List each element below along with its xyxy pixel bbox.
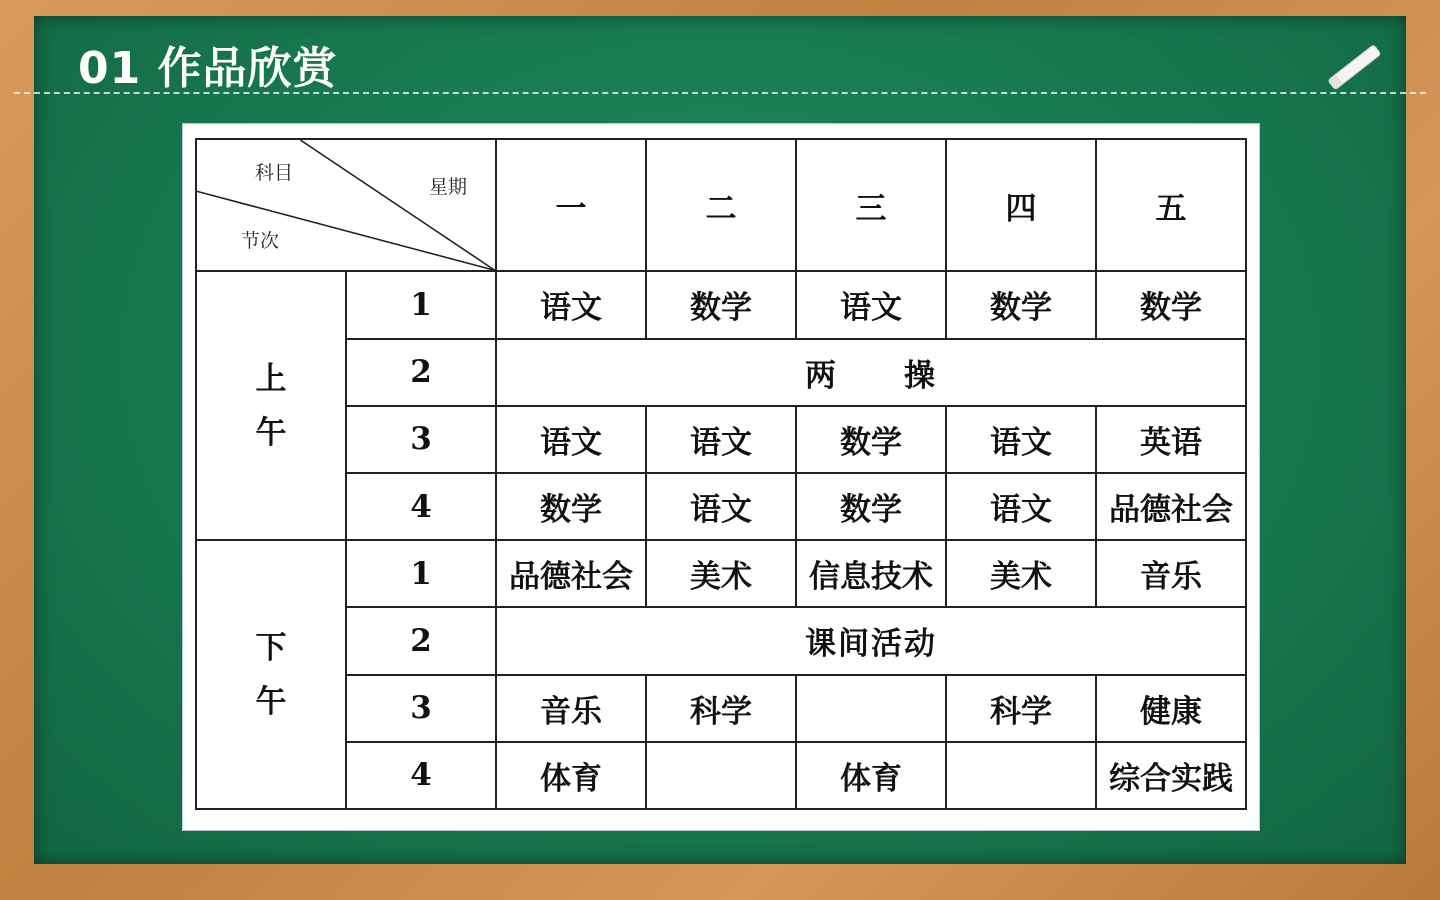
subject-cell: 语文 [646, 473, 796, 540]
subject-cell: 语文 [496, 271, 646, 338]
corner-header-cell [196, 139, 496, 271]
table-row [196, 406, 1246, 473]
subject-cell: 品德社会 [496, 540, 646, 607]
subject-cell: 美术 [646, 540, 796, 607]
header-row [196, 139, 1246, 271]
schedule-sheet [183, 124, 1259, 830]
subject-cell: 科学 [946, 675, 1096, 742]
chalk-divider-line [14, 92, 1426, 94]
session-morning-cell [196, 271, 346, 540]
table-row [196, 607, 1246, 674]
table-row [196, 339, 1246, 406]
period-cell: 2 [346, 339, 496, 406]
day-header-fri: 五 [1096, 139, 1246, 271]
subject-cell: 语文 [796, 271, 946, 338]
chalk-icon [1320, 36, 1390, 100]
merged-activity-cell: 课间活动 [496, 607, 1246, 674]
period-cell: 2 [346, 607, 496, 674]
subject-cell: 数学 [796, 473, 946, 540]
merged-activity-cell: 两 操 [496, 339, 1246, 406]
class-schedule-table [195, 138, 1247, 810]
subject-cell: 数学 [496, 473, 646, 540]
subject-cell: 综合实践 [1096, 742, 1246, 809]
subject-cell: 音乐 [1096, 540, 1246, 607]
day-header-wed: 三 [796, 139, 946, 271]
subject-cell: 体育 [796, 742, 946, 809]
period-cell: 3 [346, 675, 496, 742]
subject-cell: 健康 [1096, 675, 1246, 742]
session-label-line2: 午 [255, 683, 287, 720]
corner-period-label: 节次 [241, 230, 280, 252]
period-cell: 1 [346, 271, 496, 338]
subject-cell: 数学 [1096, 271, 1246, 338]
subject-cell: 语文 [946, 406, 1096, 473]
day-header-mon: 一 [496, 139, 646, 271]
corner-weekday-label: 星期 [429, 176, 468, 198]
subject-cell: 数学 [646, 271, 796, 338]
subject-cell: 数学 [796, 406, 946, 473]
table-row [196, 271, 1246, 338]
subject-cell: 数学 [946, 271, 1096, 338]
corner-subject-label: 科目 [255, 162, 294, 184]
table-row [196, 540, 1246, 607]
day-header-thu: 四 [946, 139, 1096, 271]
subject-cell: 信息技术 [796, 540, 946, 607]
day-header-tue: 二 [646, 139, 796, 271]
subject-cell [946, 742, 1096, 809]
period-cell: 4 [346, 473, 496, 540]
session-label-line1: 下 [255, 629, 287, 666]
table-row [196, 742, 1246, 809]
subject-cell: 英语 [1096, 406, 1246, 473]
subject-cell [646, 742, 796, 809]
subject-cell [796, 675, 946, 742]
subject-cell: 体育 [496, 742, 646, 809]
session-afternoon-cell [196, 540, 346, 809]
subject-cell: 品德社会 [1096, 473, 1246, 540]
subject-cell: 美术 [946, 540, 1096, 607]
session-label-line2: 午 [255, 414, 287, 451]
subject-cell: 语文 [946, 473, 1096, 540]
table-row [196, 675, 1246, 742]
period-cell: 4 [346, 742, 496, 809]
period-cell: 3 [346, 406, 496, 473]
subject-cell: 科学 [646, 675, 796, 742]
table-row [196, 473, 1246, 540]
slide-title: 01 作品欣赏 [78, 43, 338, 94]
subject-cell: 语文 [496, 406, 646, 473]
period-cell: 1 [346, 540, 496, 607]
subject-cell: 音乐 [496, 675, 646, 742]
subject-cell: 语文 [646, 406, 796, 473]
session-label-line1: 上 [255, 360, 287, 397]
